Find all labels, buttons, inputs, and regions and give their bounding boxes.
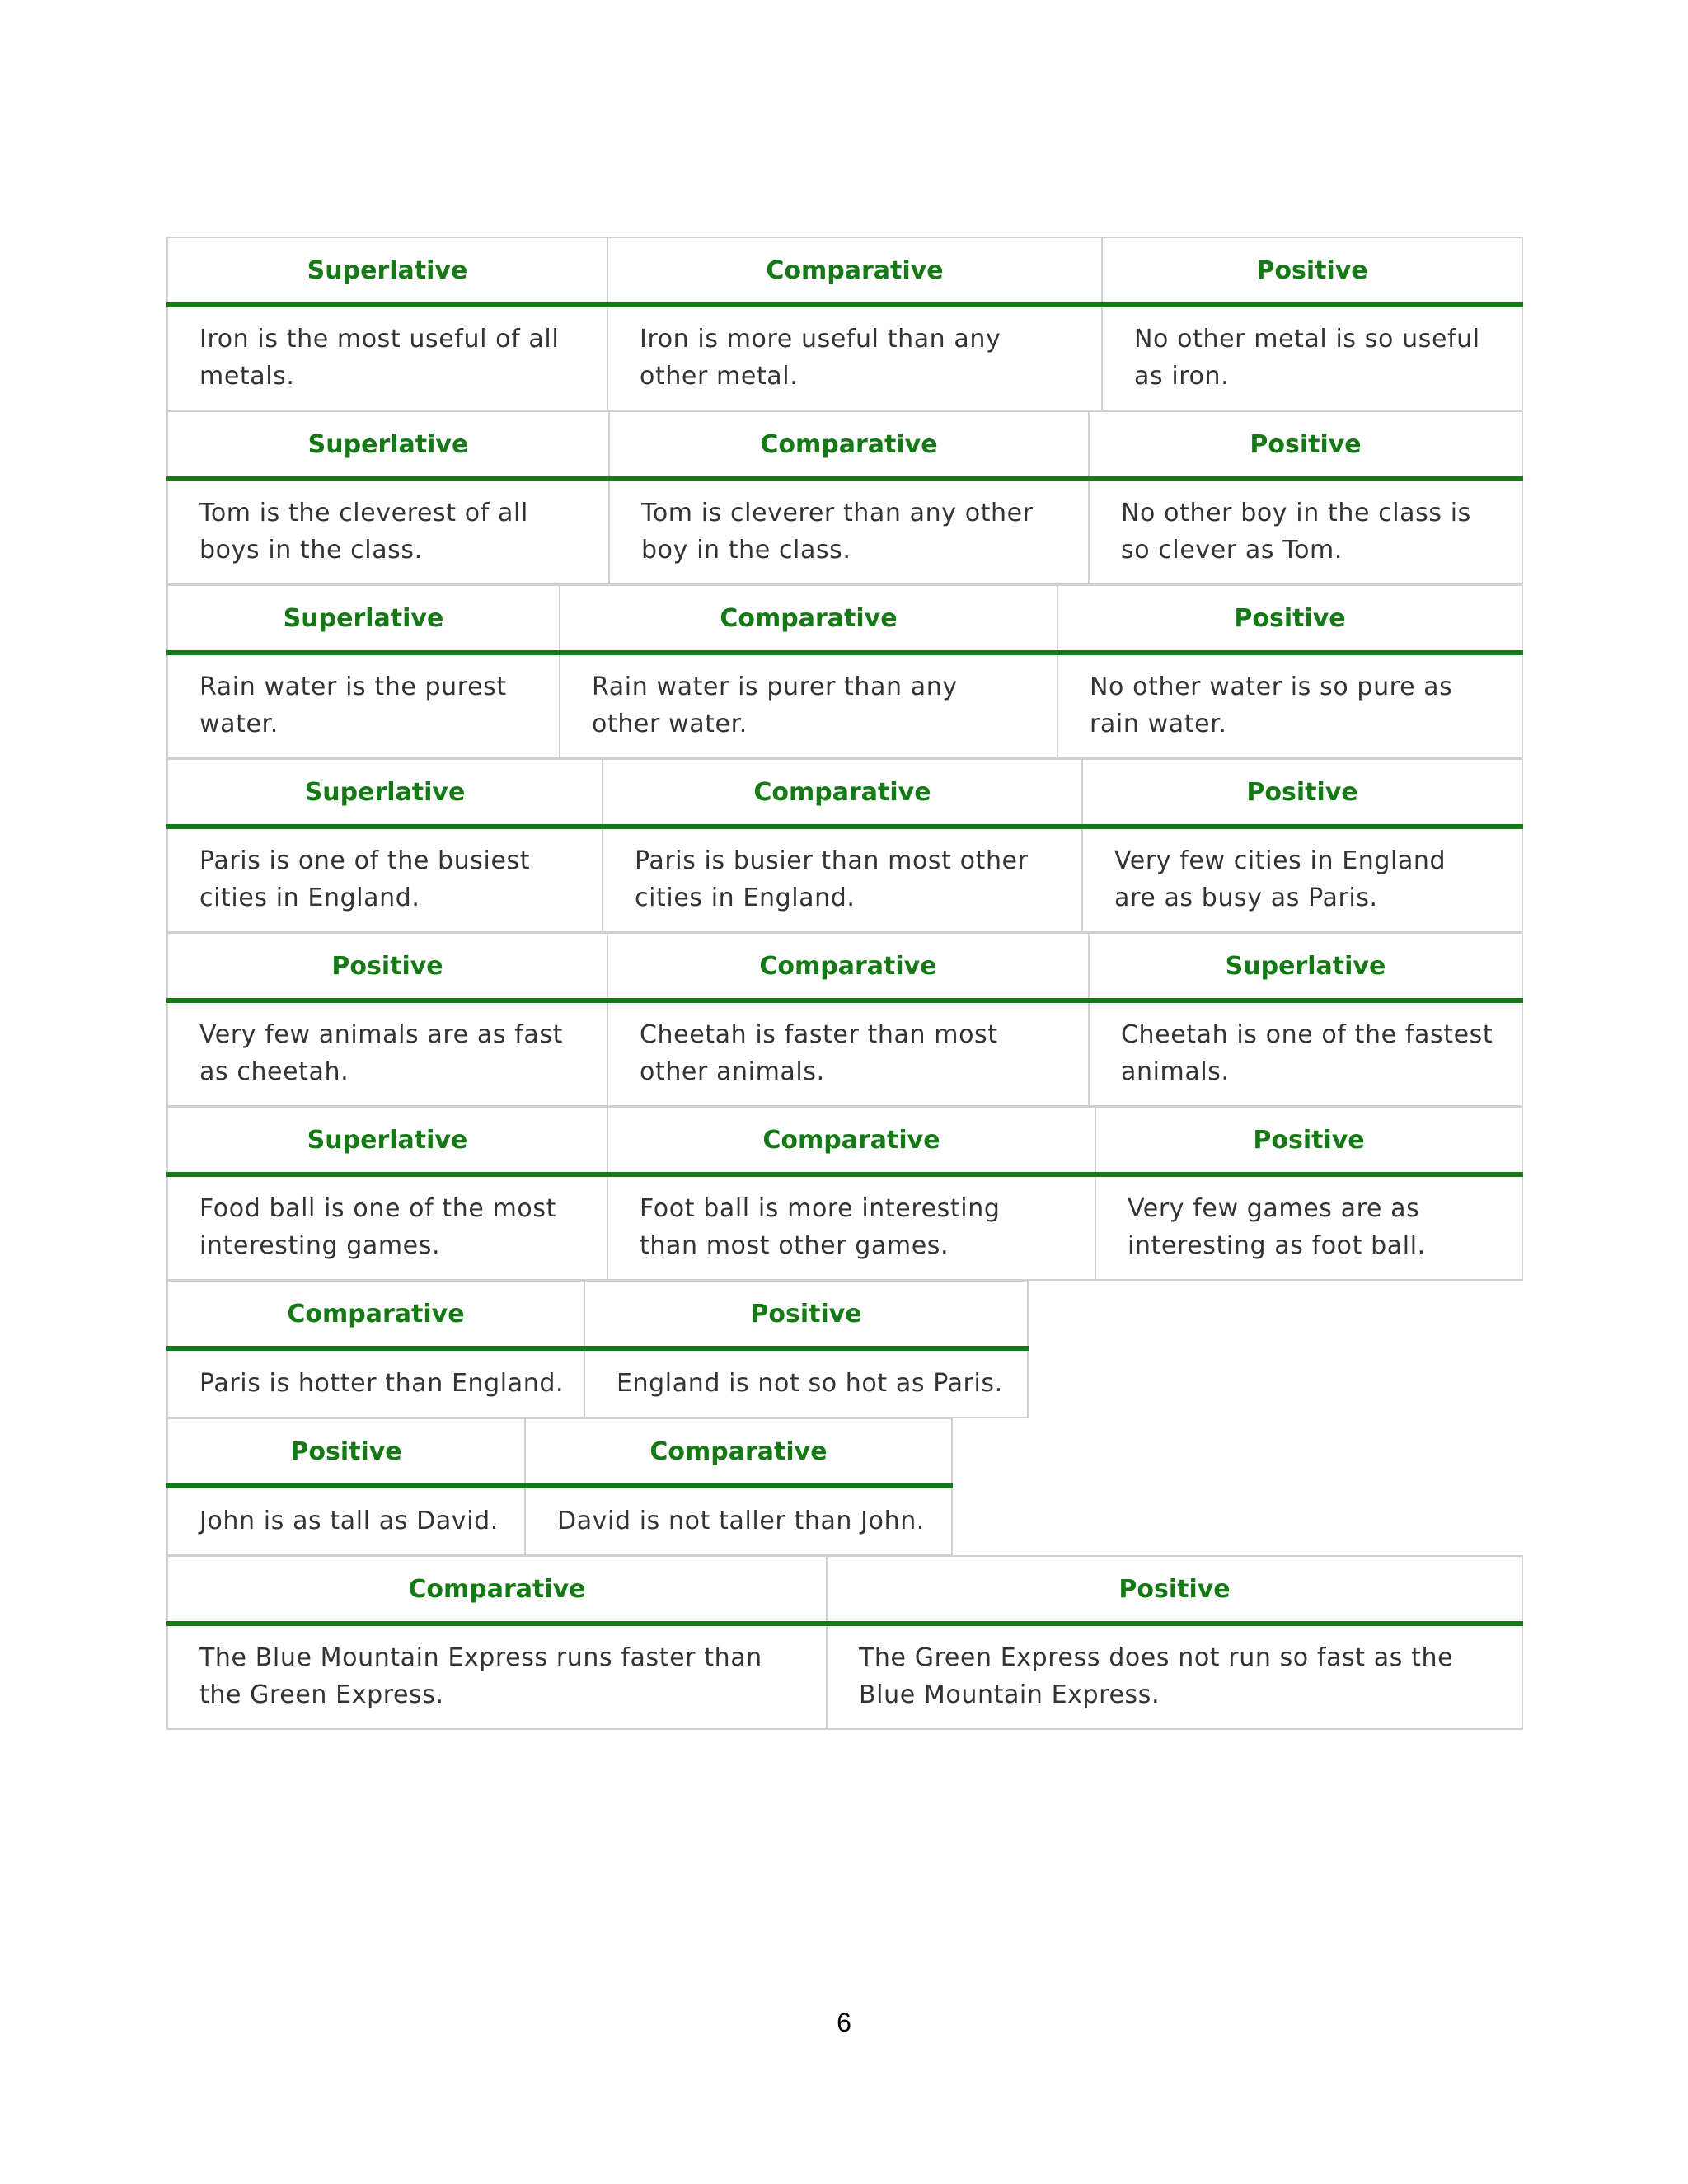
column-header: Positive [1095,1107,1522,1174]
table-row [167,1486,952,1555]
sentence-cell: Rain water is the purest water. [167,653,560,758]
sentence-cell: David is not taller than John. [525,1486,952,1555]
column-header: Comparative [167,1281,584,1348]
sentence-cell: The Blue Mountain Express runs faster than the Green Express. [167,1624,827,1729]
table-row [167,305,1522,410]
sentence-cell: England is not so hot as Paris. [584,1348,1028,1418]
sentence-cell: Iron is the most useful of all metals. [167,305,607,410]
sentence-cell: Cheetah is faster than most other animals. [607,1001,1089,1106]
column-header: Comparative [525,1418,952,1486]
column-header: Positive [1089,411,1522,479]
header-row [167,759,1522,827]
table-row [167,1001,1522,1106]
table-row [167,653,1522,758]
sentence-cell: John is as tall as David. [167,1486,525,1555]
table-row [167,479,1522,584]
sentence-cell: Very few games are as interesting as foot ball. [1095,1174,1522,1280]
column-header: Superlative [167,1107,607,1174]
sentence-cell: No other water is so pure as rain water. [1057,653,1522,758]
header-row [167,1107,1522,1174]
comparison-table [166,932,1523,1107]
column-header: Positive [1102,237,1522,305]
sentence-cell: Iron is more useful than any other metal. [607,305,1102,410]
comparison-table [166,1280,1029,1418]
column-header: Comparative [607,933,1089,1001]
sentence-cell: Rain water is purer than any other water. [560,653,1057,758]
column-header: Positive [827,1556,1522,1624]
sentence-cell: Paris is busier than most other cities in England. [603,827,1082,932]
comparison-table [166,1555,1523,1730]
column-header: Comparative [603,759,1082,827]
column-header: Superlative [167,759,603,827]
header-row [167,585,1522,653]
comparison-table [166,1106,1523,1281]
table-row [167,1348,1028,1418]
page-number: 6 [837,2008,851,2037]
table-row [167,827,1522,932]
column-header: Superlative [167,585,560,653]
table-row [167,1174,1522,1280]
sentence-cell: Food ball is one of the most interesting games. [167,1174,607,1280]
sentence-cell: Cheetah is one of the fastest animals. [1089,1001,1522,1106]
column-header: Superlative [167,237,607,305]
column-header: Comparative [607,1107,1095,1174]
comparison-table [166,237,1523,411]
column-header: Comparative [609,411,1089,479]
sentence-cell: No other boy in the class is so clever as Tom. [1089,479,1522,584]
column-header: Comparative [560,585,1057,653]
column-header: Positive [167,933,607,1001]
header-row [167,1556,1522,1624]
column-header: Positive [584,1281,1028,1348]
sentence-cell: Very few animals are as fast as cheetah. [167,1001,607,1106]
sentence-cell: Paris is one of the busiest cities in England. [167,827,603,932]
sentence-cell: Very few cities in England are as busy as Paris. [1082,827,1522,932]
sentence-cell: No other metal is so useful as iron. [1102,305,1522,410]
degrees-of-comparison-tables [166,237,1522,1730]
column-header: Superlative [1089,933,1522,1001]
column-header: Positive [167,1418,525,1486]
sentence-cell: Tom is cleverer than any other boy in the class. [609,479,1089,584]
sentence-cell: Foot ball is more interesting than most other games. [607,1174,1095,1280]
comparison-table [166,758,1523,933]
column-header: Comparative [167,1556,827,1624]
comparison-table [166,410,1523,585]
header-row [167,1281,1028,1348]
header-row [167,411,1522,479]
column-header: Comparative [607,237,1102,305]
column-header: Positive [1057,585,1522,653]
header-row [167,1418,952,1486]
column-header: Superlative [167,411,609,479]
sentence-cell: The Green Express does not run so fast as the Blue Mountain Express. [827,1624,1522,1729]
column-header: Positive [1082,759,1522,827]
header-row [167,237,1522,305]
sentence-cell: Tom is the cleverest of all boys in the class. [167,479,609,584]
comparison-table [166,584,1523,759]
table-row [167,1624,1522,1729]
sentence-cell: Paris is hotter than England. [167,1348,584,1418]
header-row [167,933,1522,1001]
comparison-table [166,1418,953,1556]
